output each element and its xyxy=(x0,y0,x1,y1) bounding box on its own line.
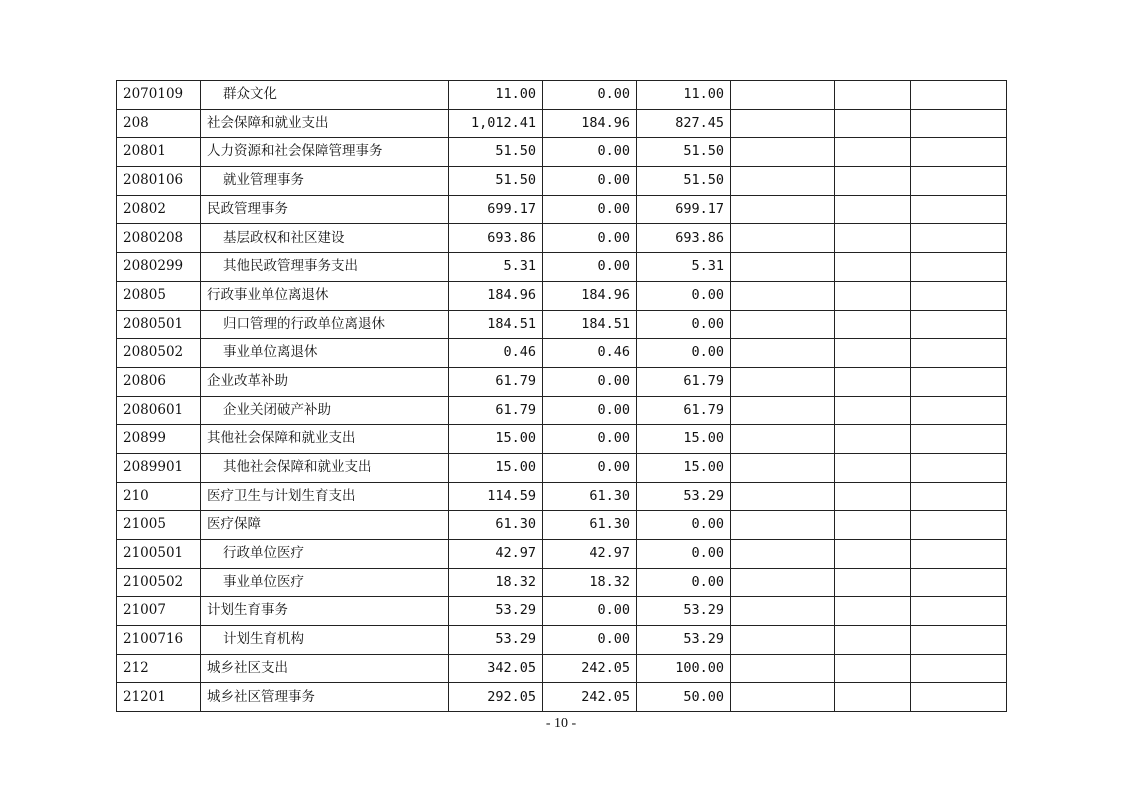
empty-cell xyxy=(835,195,911,224)
basic-expenditure-cell: 0.00 xyxy=(543,367,637,396)
table-row xyxy=(117,683,1007,712)
project-expenditure-cell: 50.00 xyxy=(637,683,731,712)
project-expenditure-cell: 693.86 xyxy=(637,224,731,253)
project-expenditure-cell: 0.00 xyxy=(637,281,731,310)
empty-cell xyxy=(835,138,911,167)
empty-cell xyxy=(911,396,1007,425)
subject-name-cell: 医疗卫生与计划生育支出 xyxy=(201,482,449,511)
empty-cell xyxy=(911,568,1007,597)
project-expenditure-cell: 61.79 xyxy=(637,367,731,396)
empty-cell xyxy=(731,396,835,425)
total-amount-cell: 184.51 xyxy=(449,310,543,339)
project-expenditure-cell: 51.50 xyxy=(637,138,731,167)
basic-expenditure-cell: 0.00 xyxy=(543,167,637,196)
table-row xyxy=(117,81,1007,110)
table-row xyxy=(117,396,1007,425)
subject-code-cell: 210 xyxy=(117,482,201,511)
empty-cell xyxy=(911,425,1007,454)
empty-cell xyxy=(835,482,911,511)
basic-expenditure-cell: 0.00 xyxy=(543,626,637,655)
empty-cell xyxy=(911,482,1007,511)
project-expenditure-cell: 53.29 xyxy=(637,597,731,626)
subject-name-cell: 计划生育机构 xyxy=(201,626,449,655)
total-amount-cell: 61.30 xyxy=(449,511,543,540)
total-amount-cell: 693.86 xyxy=(449,224,543,253)
subject-code-cell: 2100501 xyxy=(117,540,201,569)
subject-name-cell: 归口管理的行政单位离退休 xyxy=(201,310,449,339)
total-amount-cell: 11.00 xyxy=(449,81,543,110)
empty-cell xyxy=(911,654,1007,683)
empty-cell xyxy=(731,654,835,683)
subject-name-cell: 其他社会保障和就业支出 xyxy=(201,453,449,482)
empty-cell xyxy=(835,310,911,339)
subject-name-cell: 计划生育事务 xyxy=(201,597,449,626)
subject-name-cell: 城乡社区管理事务 xyxy=(201,683,449,712)
subject-code-cell: 2080501 xyxy=(117,310,201,339)
project-expenditure-cell: 11.00 xyxy=(637,81,731,110)
subject-name-cell: 其他社会保障和就业支出 xyxy=(201,425,449,454)
basic-expenditure-cell: 184.51 xyxy=(543,310,637,339)
subject-code-cell: 20802 xyxy=(117,195,201,224)
empty-cell xyxy=(835,540,911,569)
project-expenditure-cell: 0.00 xyxy=(637,511,731,540)
empty-cell xyxy=(731,597,835,626)
table-row xyxy=(117,195,1007,224)
total-amount-cell: 18.32 xyxy=(449,568,543,597)
table-row xyxy=(117,339,1007,368)
empty-cell xyxy=(911,511,1007,540)
basic-expenditure-cell: 0.00 xyxy=(543,195,637,224)
basic-expenditure-cell: 0.00 xyxy=(543,224,637,253)
total-amount-cell: 15.00 xyxy=(449,453,543,482)
subject-name-cell: 社会保障和就业支出 xyxy=(201,109,449,138)
empty-cell xyxy=(731,138,835,167)
empty-cell xyxy=(731,511,835,540)
empty-cell xyxy=(731,224,835,253)
table-row xyxy=(117,453,1007,482)
empty-cell xyxy=(911,167,1007,196)
subject-code-cell: 2080601 xyxy=(117,396,201,425)
empty-cell xyxy=(911,683,1007,712)
subject-code-cell: 2100716 xyxy=(117,626,201,655)
table-row xyxy=(117,597,1007,626)
empty-cell xyxy=(911,81,1007,110)
empty-cell xyxy=(731,683,835,712)
empty-cell xyxy=(731,253,835,282)
total-amount-cell: 342.05 xyxy=(449,654,543,683)
table-row xyxy=(117,367,1007,396)
empty-cell xyxy=(911,597,1007,626)
basic-expenditure-cell: 0.00 xyxy=(543,396,637,425)
subject-name-cell: 事业单位医疗 xyxy=(201,568,449,597)
empty-cell xyxy=(731,167,835,196)
table-row xyxy=(117,109,1007,138)
project-expenditure-cell: 5.31 xyxy=(637,253,731,282)
project-expenditure-cell: 827.45 xyxy=(637,109,731,138)
basic-expenditure-cell: 184.96 xyxy=(543,109,637,138)
subject-name-cell: 群众文化 xyxy=(201,81,449,110)
total-amount-cell: 114.59 xyxy=(449,482,543,511)
empty-cell xyxy=(731,482,835,511)
empty-cell xyxy=(911,339,1007,368)
total-amount-cell: 0.46 xyxy=(449,339,543,368)
basic-expenditure-cell: 0.46 xyxy=(543,339,637,368)
project-expenditure-cell: 699.17 xyxy=(637,195,731,224)
empty-cell xyxy=(835,683,911,712)
page-number: - 10 - xyxy=(545,716,577,731)
table-row xyxy=(117,138,1007,167)
empty-cell xyxy=(835,396,911,425)
project-expenditure-cell: 15.00 xyxy=(637,453,731,482)
empty-cell xyxy=(731,310,835,339)
empty-cell xyxy=(835,224,911,253)
empty-cell xyxy=(911,109,1007,138)
budget-expenditure-table xyxy=(116,80,1007,712)
empty-cell xyxy=(731,281,835,310)
empty-cell xyxy=(731,453,835,482)
total-amount-cell: 61.79 xyxy=(449,367,543,396)
total-amount-cell: 292.05 xyxy=(449,683,543,712)
empty-cell xyxy=(835,597,911,626)
empty-cell xyxy=(911,453,1007,482)
empty-cell xyxy=(731,339,835,368)
subject-code-cell: 2089901 xyxy=(117,453,201,482)
basic-expenditure-cell: 0.00 xyxy=(543,425,637,454)
total-amount-cell: 15.00 xyxy=(449,425,543,454)
project-expenditure-cell: 0.00 xyxy=(637,540,731,569)
empty-cell xyxy=(835,81,911,110)
basic-expenditure-cell: 184.96 xyxy=(543,281,637,310)
project-expenditure-cell: 61.79 xyxy=(637,396,731,425)
subject-name-cell: 人力资源和社会保障管理事务 xyxy=(201,138,449,167)
table-row xyxy=(117,482,1007,511)
subject-code-cell: 2080299 xyxy=(117,253,201,282)
project-expenditure-cell: 100.00 xyxy=(637,654,731,683)
project-expenditure-cell: 51.50 xyxy=(637,167,731,196)
total-amount-cell: 1,012.41 xyxy=(449,109,543,138)
subject-name-cell: 基层政权和社区建设 xyxy=(201,224,449,253)
total-amount-cell: 51.50 xyxy=(449,167,543,196)
table-row xyxy=(117,281,1007,310)
subject-code-cell: 21007 xyxy=(117,597,201,626)
table-row xyxy=(117,540,1007,569)
subject-code-cell: 2100502 xyxy=(117,568,201,597)
empty-cell xyxy=(835,511,911,540)
total-amount-cell: 699.17 xyxy=(449,195,543,224)
subject-name-cell: 行政事业单位离退休 xyxy=(201,281,449,310)
table-row xyxy=(117,253,1007,282)
empty-cell xyxy=(835,654,911,683)
subject-code-cell: 20806 xyxy=(117,367,201,396)
empty-cell xyxy=(911,367,1007,396)
basic-expenditure-cell: 61.30 xyxy=(543,482,637,511)
empty-cell xyxy=(911,195,1007,224)
empty-cell xyxy=(731,425,835,454)
project-expenditure-cell: 53.29 xyxy=(637,626,731,655)
basic-expenditure-cell: 242.05 xyxy=(543,683,637,712)
subject-name-cell: 企业改革补助 xyxy=(201,367,449,396)
empty-cell xyxy=(835,626,911,655)
empty-cell xyxy=(835,425,911,454)
project-expenditure-cell: 0.00 xyxy=(637,568,731,597)
basic-expenditure-cell: 242.05 xyxy=(543,654,637,683)
subject-code-cell: 2070109 xyxy=(117,81,201,110)
subject-name-cell: 其他民政管理事务支出 xyxy=(201,253,449,282)
empty-cell xyxy=(731,367,835,396)
table-row xyxy=(117,310,1007,339)
table-row xyxy=(117,425,1007,454)
basic-expenditure-cell: 0.00 xyxy=(543,453,637,482)
subject-name-cell: 行政单位医疗 xyxy=(201,540,449,569)
empty-cell xyxy=(911,281,1007,310)
subject-code-cell: 20899 xyxy=(117,425,201,454)
table-body xyxy=(117,81,1007,712)
subject-code-cell: 212 xyxy=(117,654,201,683)
project-expenditure-cell: 0.00 xyxy=(637,310,731,339)
subject-name-cell: 事业单位离退休 xyxy=(201,339,449,368)
empty-cell xyxy=(911,253,1007,282)
total-amount-cell: 5.31 xyxy=(449,253,543,282)
subject-code-cell: 2080208 xyxy=(117,224,201,253)
table-row xyxy=(117,511,1007,540)
empty-cell xyxy=(911,224,1007,253)
empty-cell xyxy=(835,367,911,396)
subject-code-cell: 2080502 xyxy=(117,339,201,368)
subject-code-cell: 21201 xyxy=(117,683,201,712)
empty-cell xyxy=(731,626,835,655)
total-amount-cell: 51.50 xyxy=(449,138,543,167)
empty-cell xyxy=(731,195,835,224)
subject-name-cell: 城乡社区支出 xyxy=(201,654,449,683)
empty-cell xyxy=(835,167,911,196)
subject-name-cell: 民政管理事务 xyxy=(201,195,449,224)
basic-expenditure-cell: 18.32 xyxy=(543,568,637,597)
basic-expenditure-cell: 0.00 xyxy=(543,597,637,626)
empty-cell xyxy=(835,568,911,597)
empty-cell xyxy=(835,253,911,282)
empty-cell xyxy=(731,109,835,138)
table-row xyxy=(117,626,1007,655)
empty-cell xyxy=(835,109,911,138)
total-amount-cell: 184.96 xyxy=(449,281,543,310)
project-expenditure-cell: 53.29 xyxy=(637,482,731,511)
basic-expenditure-cell: 61.30 xyxy=(543,511,637,540)
table-row xyxy=(117,568,1007,597)
empty-cell xyxy=(911,540,1007,569)
subject-code-cell: 20801 xyxy=(117,138,201,167)
table-row xyxy=(117,654,1007,683)
basic-expenditure-cell: 0.00 xyxy=(543,81,637,110)
total-amount-cell: 61.79 xyxy=(449,396,543,425)
basic-expenditure-cell: 0.00 xyxy=(543,253,637,282)
subject-name-cell: 就业管理事务 xyxy=(201,167,449,196)
subject-code-cell: 21005 xyxy=(117,511,201,540)
subject-code-cell: 2080106 xyxy=(117,167,201,196)
empty-cell xyxy=(731,568,835,597)
empty-cell xyxy=(835,453,911,482)
table-row xyxy=(117,167,1007,196)
total-amount-cell: 42.97 xyxy=(449,540,543,569)
empty-cell xyxy=(835,339,911,368)
project-expenditure-cell: 15.00 xyxy=(637,425,731,454)
empty-cell xyxy=(911,310,1007,339)
project-expenditure-cell: 0.00 xyxy=(637,339,731,368)
total-amount-cell: 53.29 xyxy=(449,597,543,626)
empty-cell xyxy=(835,281,911,310)
total-amount-cell: 53.29 xyxy=(449,626,543,655)
basic-expenditure-cell: 42.97 xyxy=(543,540,637,569)
subject-name-cell: 企业关闭破产补助 xyxy=(201,396,449,425)
empty-cell xyxy=(911,626,1007,655)
empty-cell xyxy=(911,138,1007,167)
subject-name-cell: 医疗保障 xyxy=(201,511,449,540)
table-row xyxy=(117,224,1007,253)
empty-cell xyxy=(731,540,835,569)
basic-expenditure-cell: 0.00 xyxy=(543,138,637,167)
subject-code-cell: 20805 xyxy=(117,281,201,310)
empty-cell xyxy=(731,81,835,110)
subject-code-cell: 208 xyxy=(117,109,201,138)
